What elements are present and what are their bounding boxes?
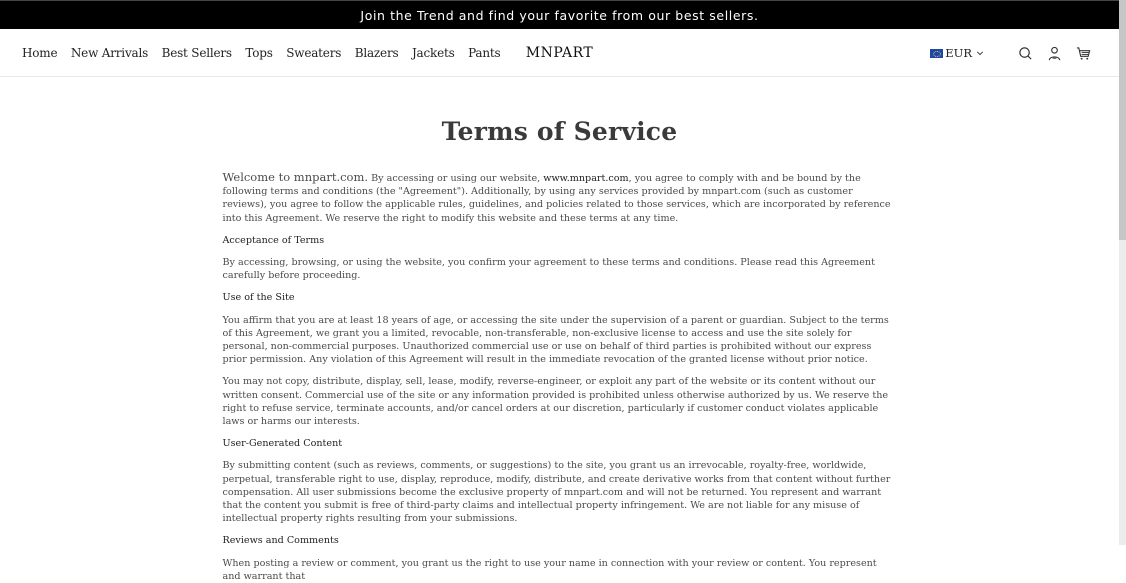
chevron-down-icon [976,49,984,57]
header-tools [930,29,1091,77]
site-header [0,29,1119,77]
currency-selector[interactable] [930,46,984,60]
nav-tops[interactable]: Tops [245,45,273,60]
section-paragraph: By accessing, browsing, or using the website, you confirm your agreement to these terms and conditions. Please read this Agreement carefully before proceeding. [222,257,875,282]
nav-jackets[interactable]: Jackets [411,45,455,60]
site-logo[interactable]: MNPART [525,44,594,61]
currency-label: EUR [945,46,972,60]
nav-blazers[interactable]: Blazers [354,45,399,60]
announcement-text: Join the Trend and find your favorite from our best sellers. [360,7,759,23]
eu-flag-icon [930,49,943,58]
page-title: Terms of Service [441,117,678,146]
cart-icon [1076,46,1091,61]
section-paragraph: When posting a review or comment, you grant us the right to use your name in connection with your review or content. You represent and warrant that [222,557,877,582]
nav-best-sellers[interactable]: Best Sellers [161,45,232,60]
section-heading-use-of-site: Use of the Site [222,292,295,304]
account-button[interactable] [1046,45,1062,61]
intro-lead: Welcome to mnpart.com. [222,170,369,184]
nav-pants[interactable]: Pants [468,45,501,60]
announcement-bar [0,0,1119,29]
terms-content [223,77,897,583]
search-icon [1018,46,1033,61]
page-scrollbar[interactable] [1119,0,1126,545]
intro-paragraph: Welcome to mnpart.com. By accessing or using our website, www.mnpart.com, you agree to comply with and be bound by the following terms and conditions (the "Agreement"). Additionally, by using any services provided by mnpart.com (such as customer reviews), you agree to follow the applicable rules, guidelines, and policies related to those services, which are incorporated by reference into this Agreement. We reserve the right to modify this website and these terms at any time. [222,170,891,224]
nav-new-arrivals[interactable]: New Arrivals [70,45,149,60]
section-paragraph: You may not copy, distribute, display, sell, lease, modify, reverse-engineer, or exploit any part of the website or its content without our written consent. Commercial use of the site or any information provided is prohibited unless otherwise authorized by us. We reserve the right to refuse service, terminate accounts, and/or cancel orders at our discretion, particularly if customer conduct violates applicable laws or harms our interests. [222,376,889,428]
search-button[interactable] [1017,45,1033,61]
site-link[interactable]: www.mnpart.com [543,173,629,184]
section-heading-user-content: User-Generated Content [222,438,343,450]
nav-home[interactable]: Home [22,45,58,60]
section-heading-reviews: Reviews and Comments [222,535,339,547]
main-nav [22,46,514,60]
cart-button[interactable] [1075,45,1091,61]
section-paragraph: You affirm that you are at least 18 years of age, or accessing the site under the supervision of a parent or guardian. Subject to the terms of this Agreement, we grant you a limited, revocable, non-transferable, non-exclusive license to access and use the site solely for personal, non-commercial purposes. Unauthorized commercial use or use on behalf of third parties is prohibited without our express prior permission. Any violation of this Agreement will result in the immediate revocation of the granted license without prior notice. [222,314,889,366]
section-heading-acceptance: Acceptance of Terms [222,234,325,246]
user-icon [1047,46,1062,61]
section-paragraph: By submitting content (such as reviews, comments, or suggestions) to the site, you grant us an irrevocable, royalty-free, worldwide, perpetual, transferable right to use, display, reproduce, modify, distribute, and create derivative works from that content without further compensation. All user submissions become the exclusive property of mnpart.com and will not be returned. You represent and warrant that the content you submit is free of third-party claims and intellectual property infringement. We are not liable for any misuse of intellectual property rights resulting from your submissions. [222,460,891,525]
scrollbar-thumb[interactable] [1119,0,1126,240]
nav-sweaters[interactable]: Sweaters [286,45,342,60]
terms-body [223,171,897,583]
